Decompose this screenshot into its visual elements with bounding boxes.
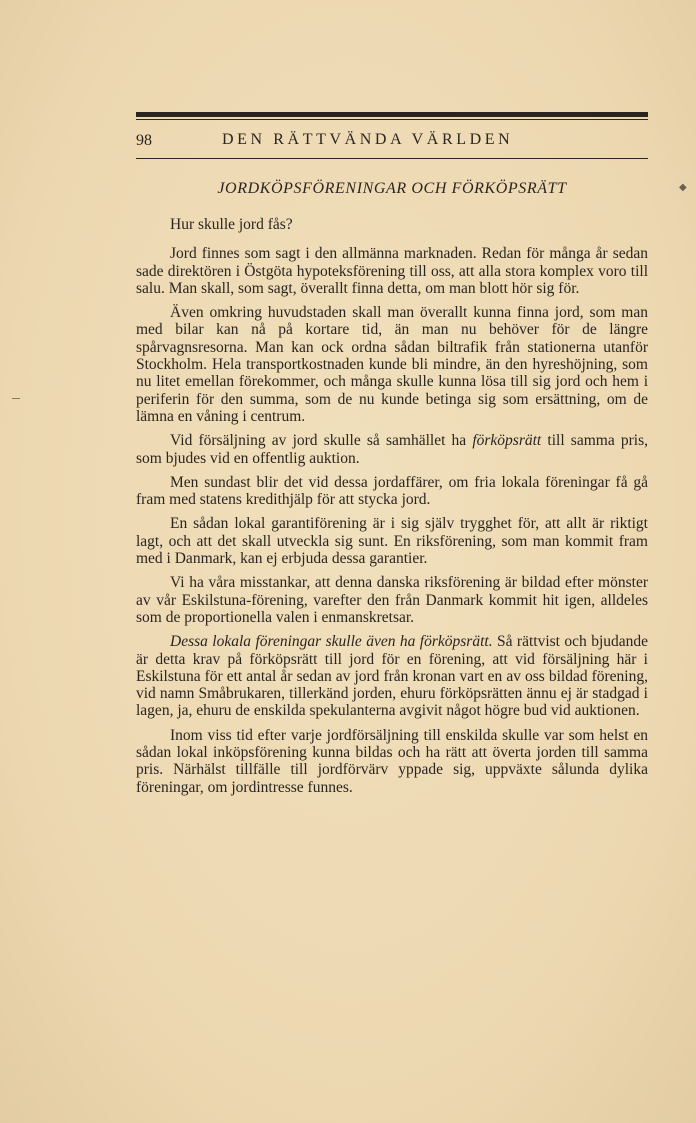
- section-heading: JORDKÖPSFÖRENINGAR OCH FÖRKÖPSRÄTT: [217, 180, 567, 197]
- emphasis: förköpsrätt: [472, 432, 542, 450]
- margin-dash: [12, 398, 20, 399]
- header-rule-thin: [136, 119, 648, 120]
- emphasis: Dessa lokala föreningar skulle även ha förköpsrätt.: [170, 633, 493, 651]
- header-rule-bottom: [136, 158, 648, 159]
- paragraph: En sådan lokal garantiförening är i sig själv trygghet för, att allt är riktigt lagt, och att det skall utveckla sig sunt. En riksförening, som man kommit fram med i Danmark, kan ej erbjuda dessa garantier.: [136, 515, 648, 568]
- paragraph: Dessa lokala föreningar skulle även ha förköpsrätt. Så rättvist och bjudande är detta krav på förköpsrätt till jord för en förening, att vid försäljning här i Eskilstuna för ett antal år sedan av jord från kronan vart en av oss bildad förening, vid namn Småbrukaren, tillerkänd jorden, ehuru förköpsrätten ännu ej är stadgad i lagen, ja, ehuru de enskilda spekulanterna avgivit något högre bud vid auktionen.: [136, 633, 649, 720]
- paragraph: Även omkring huvudstaden skall man överallt kunna finna jord, som man med bilar kan nå på kortare tid, än man nu behöver för de längre spårvagnsresorna. Man kan ock ordna sådan biltrafik från stationerna utanför Stockholm. Hela transportkostnaden kunde bli mindre, än den hyreshöjning, som nu litet emellan förekommer, och många skulle kunna lösa till sig jord och hem i periferin för den summa, som de nu kunde betinga sig som ersättning, om de lämna en våning i centrum.: [136, 304, 648, 425]
- body-text: [136, 216, 648, 803]
- paragraph: Vi ha våra misstankar, att denna danska riksförening är bildad efter mönster av vår Eskilstuna-förening, varefter den från Danmark kommit hit igen, alldeles som de proportionella valen i enmanskretsar.: [136, 574, 648, 626]
- running-title: DEN RÄTTVÄNDA VÄRLDEN: [222, 131, 514, 148]
- header-rule-thick: [136, 112, 648, 117]
- paragraph: Men sundast blir det vid dessa jordaffärer, om fria lokala föreningar få gå fram med statens kredithjälp för att stycka jord.: [136, 473, 648, 509]
- page-number: 98: [136, 132, 152, 149]
- paragraph: Inom viss tid efter varje jordförsäljning till enskilda skulle var som helst en sådan lokal inköpsförening kunna bildas och ha rätt att överta jorden till samma pris. Närhälst tillfälle till jordförvärv yppade sig, uppväxte sålunda dylika föreningar, om jordintresse funnes.: [136, 726, 648, 796]
- paragraph: Hur skulle jord fås?: [170, 216, 293, 233]
- paragraph: Jord finnes som sagt i den allmänna marknaden. Redan för många år sedan sade direktören i Östgöta hypoteksförening till oss, att alla stora komplex voro till salu. Man skall, som sagt, överallt finna detta, om man blott hör sig för.: [136, 245, 648, 297]
- margin-speck: ◆: [679, 182, 687, 193]
- paragraph: Vid försäljning av jord skulle så samhället ha förköpsrätt till samma pris, som bjudes vid en offentlig auktion.: [136, 432, 648, 467]
